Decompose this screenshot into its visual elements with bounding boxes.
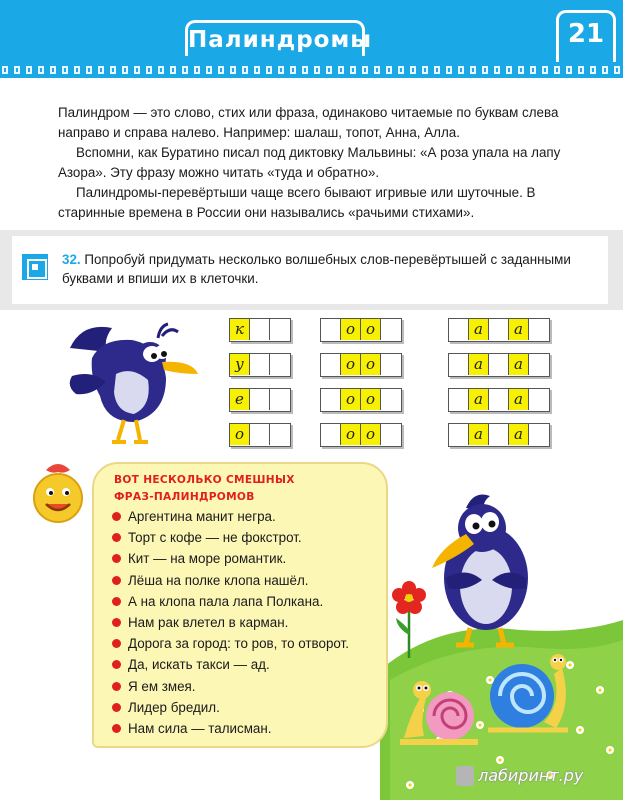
pink-snail-illustration — [400, 676, 480, 746]
list-item: Кит — на море романтик. — [112, 548, 349, 569]
list-item: Да, искать такси — ад. — [112, 654, 349, 675]
given-letter-cell: у — [230, 354, 250, 375]
list-item: Нам рак влетел в карман. — [112, 612, 349, 633]
empty-letter-cell[interactable] — [321, 354, 341, 375]
empty-letter-cell[interactable] — [270, 389, 290, 410]
empty-letter-cell[interactable] — [270, 424, 290, 445]
header-bar — [0, 0, 623, 62]
list-item: Дорога за город: то ров, то отворот. — [112, 633, 349, 654]
watermark: лабиринт.ру — [478, 766, 584, 785]
list-item: Лидер бредил. — [112, 697, 349, 718]
word-cells-5 — [320, 353, 402, 377]
spiral-binding-stripe — [0, 62, 623, 78]
given-letter-cell: о — [230, 424, 250, 445]
word-cells-4 — [229, 353, 291, 377]
given-letter-cell: а — [469, 319, 489, 340]
empty-letter-cell[interactable] — [381, 424, 401, 445]
empty-letter-cell[interactable] — [449, 389, 469, 410]
given-letter-cell: а — [509, 389, 529, 410]
intro-text — [58, 103, 588, 223]
given-letter-cell: о — [361, 424, 381, 445]
page-number: 21 — [567, 19, 605, 49]
given-letter-cell: а — [469, 354, 489, 375]
list-item: Лёша на полке клопа нашёл. — [112, 570, 349, 591]
empty-letter-cell[interactable] — [321, 389, 341, 410]
given-letter-cell: о — [361, 319, 381, 340]
empty-letter-cell[interactable] — [529, 354, 549, 375]
intro-paragraph-1: Палиндром — это слово, стих или фраза, одинаково читаемые по буквам слева направо и справа налево. Например: шалаш, топот, Анна, Алла. — [58, 105, 559, 140]
empty-letter-cell[interactable] — [250, 354, 270, 375]
empty-letter-cell[interactable] — [321, 424, 341, 445]
empty-letter-cell[interactable] — [449, 354, 469, 375]
given-letter-cell: о — [341, 389, 361, 410]
empty-letter-cell[interactable] — [270, 319, 290, 340]
list-item: Торт с кофе — не фокстрот. — [112, 527, 349, 548]
phrases-title — [114, 472, 304, 506]
empty-letter-cell[interactable] — [321, 319, 341, 340]
given-letter-cell: а — [509, 354, 529, 375]
empty-letter-cell[interactable] — [489, 319, 509, 340]
word-cells-12 — [448, 423, 550, 447]
word-cells-6 — [448, 353, 550, 377]
given-letter-cell: о — [341, 319, 361, 340]
empty-letter-cell[interactable] — [489, 424, 509, 445]
task-number: 32. — [62, 252, 81, 267]
empty-letter-cell[interactable] — [381, 319, 401, 340]
task-instruction: Попробуй придумать несколько волшебных слов-перевёртышей с заданными буквами и впиши их в клеточки. — [62, 252, 571, 286]
empty-letter-cell[interactable] — [250, 424, 270, 445]
intro-paragraph-2: Вспомни, как Буратино писал под диктовку Мальвины: «А роза упала на лапу Азора». Эту фразу можно читать «туда и обратно». — [58, 145, 561, 180]
list-item: Я ем змея. — [112, 676, 349, 697]
task-square-icon — [22, 254, 48, 280]
empty-letter-cell[interactable] — [381, 354, 401, 375]
given-letter-cell: к — [230, 319, 250, 340]
given-letter-cell: а — [509, 424, 529, 445]
empty-letter-cell[interactable] — [529, 319, 549, 340]
empty-letter-cell[interactable] — [489, 389, 509, 410]
empty-letter-cell[interactable] — [449, 424, 469, 445]
list-item: Аргентина манит негра. — [112, 506, 349, 527]
empty-letter-cell[interactable] — [381, 389, 401, 410]
word-cells-1 — [229, 318, 291, 342]
page-title: Палиндромы — [188, 27, 373, 53]
given-letter-cell: о — [361, 354, 381, 375]
empty-letter-cell[interactable] — [529, 389, 549, 410]
intro-paragraph-3: Палиндромы-перевёртыши чаще всего бывают игривые или шуточные. В старинные времена в России они назывались «рачьими стихами». — [58, 185, 536, 220]
given-letter-cell: о — [361, 389, 381, 410]
list-item: Нам сила — талисман. — [112, 718, 349, 739]
phrases-title-line-2: ФРАЗ-ПАЛИНДРОМОВ — [114, 491, 255, 503]
phrases-list — [112, 506, 349, 739]
blue-snail-illustration — [482, 644, 572, 734]
red-flower-illustration — [392, 580, 426, 660]
given-letter-cell: о — [341, 424, 361, 445]
word-cells-8 — [320, 388, 402, 412]
empty-letter-cell[interactable] — [449, 319, 469, 340]
task-text — [62, 250, 582, 288]
empty-letter-cell[interactable] — [250, 389, 270, 410]
crow-illustration-left — [62, 318, 202, 450]
list-item: А на клопа пала лапа Полкана. — [112, 591, 349, 612]
phrases-title-line-1: ВОТ НЕСКОЛЬКО СМЕШНЫХ — [114, 474, 295, 486]
word-cells-2 — [320, 318, 402, 342]
word-cells-7 — [229, 388, 291, 412]
crow-illustration-right — [426, 488, 536, 648]
empty-letter-cell[interactable] — [529, 424, 549, 445]
smiley-face-icon — [30, 460, 86, 526]
page-number-tab — [556, 10, 616, 62]
given-letter-cell: а — [469, 424, 489, 445]
word-cells-10 — [229, 423, 291, 447]
given-letter-cell: е — [230, 389, 250, 410]
empty-letter-cell[interactable] — [270, 354, 290, 375]
given-letter-cell: а — [469, 389, 489, 410]
word-cells-11 — [320, 423, 402, 447]
title-tab — [185, 20, 373, 56]
given-letter-cell: о — [341, 354, 361, 375]
empty-letter-cell[interactable] — [489, 354, 509, 375]
given-letter-cell: а — [509, 319, 529, 340]
watermark-logo-icon — [456, 766, 474, 786]
empty-letter-cell[interactable] — [250, 319, 270, 340]
word-cells-3 — [448, 318, 550, 342]
word-cells-9 — [448, 388, 550, 412]
